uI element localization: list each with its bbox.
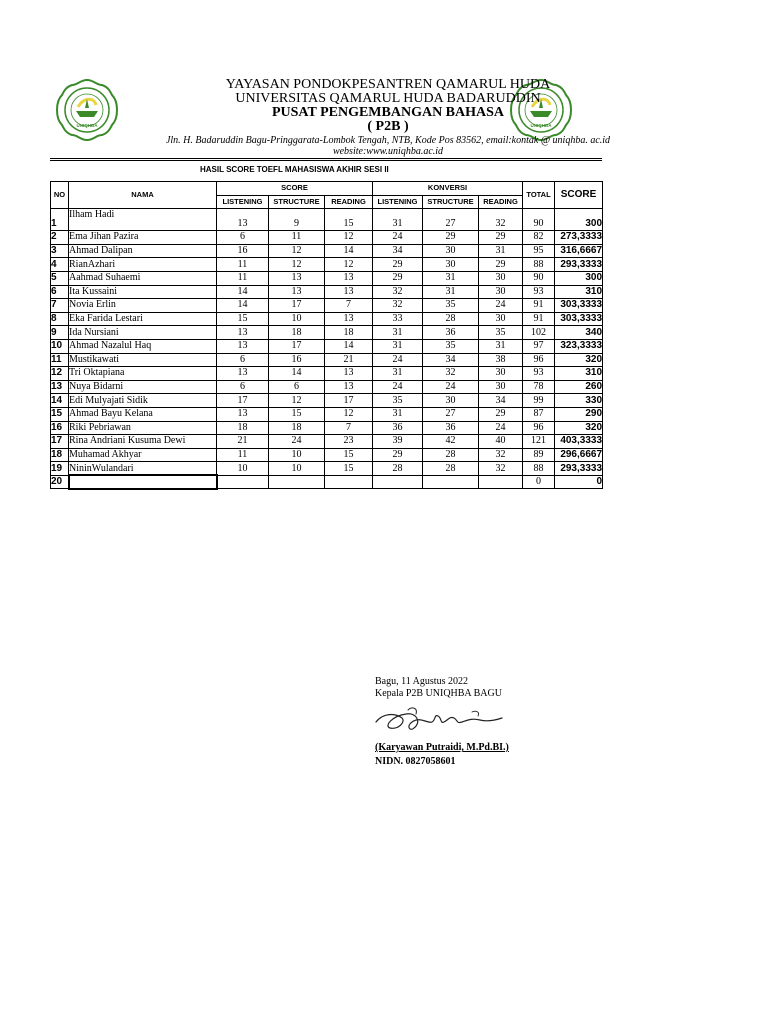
row-structure: 10 bbox=[269, 448, 325, 462]
row-konversi-reading: 30 bbox=[479, 271, 523, 285]
row-konversi-structure: 35 bbox=[423, 299, 479, 313]
row-reading: 15 bbox=[325, 209, 373, 231]
row-konversi-reading: 30 bbox=[479, 380, 523, 394]
row-konversi-listening: 24 bbox=[373, 353, 423, 367]
row-score: 303,3333 bbox=[555, 312, 603, 326]
row-konversi-listening bbox=[373, 475, 423, 489]
row-score: 300 bbox=[555, 209, 603, 231]
table-row bbox=[51, 435, 603, 449]
row-score: 293,3333 bbox=[555, 258, 603, 272]
row-no: 13 bbox=[51, 380, 69, 394]
row-listening: 10 bbox=[217, 462, 269, 476]
row-name: Ida Nursiani bbox=[69, 326, 217, 340]
row-structure: 11 bbox=[269, 231, 325, 245]
row-reading: 12 bbox=[325, 231, 373, 245]
table-row bbox=[51, 299, 603, 313]
row-konversi-reading: 35 bbox=[479, 326, 523, 340]
row-structure: 24 bbox=[269, 435, 325, 449]
row-name: Edi Mulyajati Sidik bbox=[69, 394, 217, 408]
row-score: 330 bbox=[555, 394, 603, 408]
row-structure: 15 bbox=[269, 407, 325, 421]
row-konversi-reading: 24 bbox=[479, 299, 523, 313]
row-reading: 17 bbox=[325, 394, 373, 408]
row-total: 93 bbox=[523, 367, 555, 381]
row-total: 82 bbox=[523, 231, 555, 245]
table-row bbox=[51, 380, 603, 394]
row-no: 4 bbox=[51, 258, 69, 272]
row-no: 3 bbox=[51, 244, 69, 258]
row-structure: 12 bbox=[269, 394, 325, 408]
row-name: Tri Oktapiana bbox=[69, 367, 217, 381]
document-title: HASIL SCORE TOEFL MAHASISWA AKHIR SESI II bbox=[200, 165, 389, 174]
row-konversi-listening: 31 bbox=[373, 209, 423, 231]
table-row bbox=[51, 285, 603, 299]
row-reading: 13 bbox=[325, 312, 373, 326]
logo-left-text: UNIQHBA bbox=[76, 123, 98, 128]
row-score: 320 bbox=[555, 421, 603, 435]
row-score: 316,6667 bbox=[555, 244, 603, 258]
table-row bbox=[51, 394, 603, 408]
row-konversi-listening: 32 bbox=[373, 299, 423, 313]
row-no: 1 bbox=[51, 209, 69, 231]
row-structure: 17 bbox=[269, 299, 325, 313]
row-no: 15 bbox=[51, 407, 69, 421]
row-reading: 14 bbox=[325, 339, 373, 353]
row-konversi-listening: 39 bbox=[373, 435, 423, 449]
row-listening: 13 bbox=[217, 326, 269, 340]
header-score: SCORE bbox=[555, 182, 603, 209]
row-konversi-structure bbox=[423, 475, 479, 489]
row-listening: 13 bbox=[217, 339, 269, 353]
row-no: 17 bbox=[51, 435, 69, 449]
row-name: Eka Farida Lestari bbox=[69, 312, 217, 326]
row-total: 87 bbox=[523, 407, 555, 421]
row-no: 11 bbox=[51, 353, 69, 367]
row-konversi-reading: 24 bbox=[479, 421, 523, 435]
row-konversi-reading: 40 bbox=[479, 435, 523, 449]
row-konversi-structure: 28 bbox=[423, 448, 479, 462]
signature-place-date: Bagu, 11 Agustus 2022 bbox=[375, 676, 468, 687]
row-konversi-listening: 24 bbox=[373, 231, 423, 245]
row-listening: 18 bbox=[217, 421, 269, 435]
row-konversi-reading: 29 bbox=[479, 231, 523, 245]
row-konversi-reading: 31 bbox=[479, 244, 523, 258]
table-row bbox=[51, 326, 603, 340]
header-divider-bottom bbox=[50, 160, 602, 161]
row-konversi-reading: 38 bbox=[479, 353, 523, 367]
header-score-listening: LISTENING bbox=[217, 195, 269, 209]
row-konversi-reading: 29 bbox=[479, 407, 523, 421]
row-structure: 12 bbox=[269, 258, 325, 272]
row-name: Ita Kussaini bbox=[69, 285, 217, 299]
row-structure: 18 bbox=[269, 421, 325, 435]
row-konversi-listening: 28 bbox=[373, 462, 423, 476]
row-konversi-listening: 31 bbox=[373, 367, 423, 381]
row-no: 14 bbox=[51, 394, 69, 408]
row-score: 323,3333 bbox=[555, 339, 603, 353]
row-konversi-reading: 34 bbox=[479, 394, 523, 408]
org-name-line4: ( P2B ) bbox=[367, 119, 409, 134]
row-no: 12 bbox=[51, 367, 69, 381]
row-konversi-structure: 31 bbox=[423, 271, 479, 285]
row-total: 91 bbox=[523, 312, 555, 326]
header-no: NO bbox=[51, 182, 69, 209]
row-structure: 10 bbox=[269, 312, 325, 326]
org-address: Jln. H. Badaruddin Bagu-Pringgarata-Lombok Tengah, NTB, Kode Pos 83562, email:kontak @ uniqhba. ac.id bbox=[165, 135, 611, 146]
row-total: 121 bbox=[523, 435, 555, 449]
row-reading: 7 bbox=[325, 421, 373, 435]
row-konversi-structure: 27 bbox=[423, 407, 479, 421]
row-reading: 15 bbox=[325, 462, 373, 476]
table-row bbox=[51, 353, 603, 367]
row-score: 293,3333 bbox=[555, 462, 603, 476]
row-listening: 13 bbox=[217, 209, 269, 231]
row-no: 2 bbox=[51, 231, 69, 245]
row-reading: 13 bbox=[325, 271, 373, 285]
row-listening: 6 bbox=[217, 231, 269, 245]
row-structure: 14 bbox=[269, 367, 325, 381]
row-konversi-listening: 31 bbox=[373, 326, 423, 340]
row-total: 0 bbox=[523, 475, 555, 489]
header-nama: NAMA bbox=[69, 182, 217, 209]
row-name: Riki Pebriawan bbox=[69, 421, 217, 435]
row-konversi-structure: 36 bbox=[423, 326, 479, 340]
table-row bbox=[51, 475, 603, 489]
row-no: 10 bbox=[51, 339, 69, 353]
row-total: 95 bbox=[523, 244, 555, 258]
row-structure: 18 bbox=[269, 326, 325, 340]
row-score: 290 bbox=[555, 407, 603, 421]
row-score: 320 bbox=[555, 353, 603, 367]
row-listening: 11 bbox=[217, 448, 269, 462]
row-konversi-structure: 28 bbox=[423, 312, 479, 326]
row-listening: 16 bbox=[217, 244, 269, 258]
row-name: Ilham Hadi bbox=[69, 209, 217, 231]
row-konversi-listening: 35 bbox=[373, 394, 423, 408]
header-score-structure: STRUCTURE bbox=[269, 195, 325, 209]
row-score: 303,3333 bbox=[555, 299, 603, 313]
row-reading: 7 bbox=[325, 299, 373, 313]
score-table-body bbox=[51, 209, 603, 489]
row-no: 9 bbox=[51, 326, 69, 340]
row-konversi-structure: 27 bbox=[423, 209, 479, 231]
table-row bbox=[51, 462, 603, 476]
row-konversi-structure: 24 bbox=[423, 380, 479, 394]
row-listening: 13 bbox=[217, 367, 269, 381]
table-row bbox=[51, 339, 603, 353]
row-listening: 6 bbox=[217, 353, 269, 367]
row-structure: 9 bbox=[269, 209, 325, 231]
row-listening: 14 bbox=[217, 285, 269, 299]
row-structure: 16 bbox=[269, 353, 325, 367]
row-konversi-reading: 31 bbox=[479, 339, 523, 353]
row-konversi-structure: 28 bbox=[423, 462, 479, 476]
signatory-nidn: NIDN. 0827058601 bbox=[375, 756, 456, 767]
org-name-line3: PUSAT PENGEMBANGAN BAHASA bbox=[271, 105, 505, 120]
row-score: 296,6667 bbox=[555, 448, 603, 462]
header-total: TOTAL bbox=[523, 182, 555, 209]
row-no: 19 bbox=[51, 462, 69, 476]
row-reading: 14 bbox=[325, 244, 373, 258]
row-konversi-listening: 36 bbox=[373, 421, 423, 435]
row-reading: 15 bbox=[325, 448, 373, 462]
row-total: 96 bbox=[523, 421, 555, 435]
row-konversi-listening: 31 bbox=[373, 407, 423, 421]
org-name-line1: YAYASAN PONDOKPESANTREN QAMARUL HUDA bbox=[225, 77, 551, 92]
row-konversi-reading: 30 bbox=[479, 367, 523, 381]
row-no: 20 bbox=[51, 475, 69, 489]
row-score: 310 bbox=[555, 367, 603, 381]
row-konversi-structure: 34 bbox=[423, 353, 479, 367]
row-reading: 12 bbox=[325, 258, 373, 272]
row-no: 5 bbox=[51, 271, 69, 285]
row-total: 97 bbox=[523, 339, 555, 353]
row-konversi-listening: 32 bbox=[373, 285, 423, 299]
row-score: 260 bbox=[555, 380, 603, 394]
row-score: 310 bbox=[555, 285, 603, 299]
row-name: Ahmad Nazalul Haq bbox=[69, 339, 217, 353]
row-total: 91 bbox=[523, 299, 555, 313]
header-score-group: SCORE bbox=[217, 182, 373, 196]
table-row bbox=[51, 312, 603, 326]
row-konversi-structure: 36 bbox=[423, 421, 479, 435]
row-structure: 10 bbox=[269, 462, 325, 476]
header-konversi-structure: STRUCTURE bbox=[423, 195, 479, 209]
row-reading: 13 bbox=[325, 367, 373, 381]
row-no: 16 bbox=[51, 421, 69, 435]
row-score: 340 bbox=[555, 326, 603, 340]
row-konversi-structure: 30 bbox=[423, 394, 479, 408]
row-reading: 18 bbox=[325, 326, 373, 340]
table-row bbox=[51, 258, 603, 272]
row-name: Rina Andriani Kusuma Dewi bbox=[69, 435, 217, 449]
row-name: Muhamad Akhyar bbox=[69, 448, 217, 462]
row-listening: 14 bbox=[217, 299, 269, 313]
header-konversi-group: KONVERSI bbox=[373, 182, 523, 196]
header-divider-top bbox=[50, 158, 602, 159]
row-reading bbox=[325, 475, 373, 489]
row-listening: 15 bbox=[217, 312, 269, 326]
row-score: 0 bbox=[555, 475, 603, 489]
row-score: 300 bbox=[555, 271, 603, 285]
row-name: RianAzhari bbox=[69, 258, 217, 272]
row-name: NininWulandari bbox=[69, 462, 217, 476]
table-row bbox=[51, 231, 603, 245]
row-listening bbox=[217, 475, 269, 489]
row-konversi-reading: 32 bbox=[479, 448, 523, 462]
signature-role: Kepala P2B UNIQHBA BAGU bbox=[375, 688, 502, 699]
row-structure: 13 bbox=[269, 271, 325, 285]
row-total: 78 bbox=[523, 380, 555, 394]
table-row bbox=[51, 448, 603, 462]
row-reading: 23 bbox=[325, 435, 373, 449]
row-konversi-reading: 30 bbox=[479, 285, 523, 299]
row-konversi-reading: 32 bbox=[479, 209, 523, 231]
row-structure: 6 bbox=[269, 380, 325, 394]
row-structure: 12 bbox=[269, 244, 325, 258]
row-listening: 6 bbox=[217, 380, 269, 394]
row-score: 273,3333 bbox=[555, 231, 603, 245]
header-score-reading: READING bbox=[325, 195, 373, 209]
row-konversi-structure: 35 bbox=[423, 339, 479, 353]
table-row bbox=[51, 271, 603, 285]
score-table bbox=[50, 181, 603, 489]
row-konversi-reading: 30 bbox=[479, 312, 523, 326]
row-no: 8 bbox=[51, 312, 69, 326]
row-konversi-structure: 30 bbox=[423, 258, 479, 272]
row-structure: 13 bbox=[269, 285, 325, 299]
row-score: 403,3333 bbox=[555, 435, 603, 449]
row-structure bbox=[269, 475, 325, 489]
row-konversi-listening: 31 bbox=[373, 339, 423, 353]
table-row bbox=[51, 367, 603, 381]
row-listening: 11 bbox=[217, 258, 269, 272]
row-reading: 21 bbox=[325, 353, 373, 367]
row-konversi-listening: 29 bbox=[373, 271, 423, 285]
handwritten-signature bbox=[372, 700, 512, 740]
row-name: Novia Erlin bbox=[69, 299, 217, 313]
row-konversi-listening: 29 bbox=[373, 448, 423, 462]
row-konversi-reading bbox=[479, 475, 523, 489]
row-structure: 17 bbox=[269, 339, 325, 353]
row-no: 6 bbox=[51, 285, 69, 299]
row-name: Ema Jihan Pazira bbox=[69, 231, 217, 245]
signatory-name: (Karyawan Putraidi, M.Pd.BI.) bbox=[375, 742, 509, 753]
row-listening: 11 bbox=[217, 271, 269, 285]
row-listening: 13 bbox=[217, 407, 269, 421]
row-total: 88 bbox=[523, 462, 555, 476]
row-name: Aahmad Suhaemi bbox=[69, 271, 217, 285]
row-reading: 13 bbox=[325, 380, 373, 394]
logo-right-text: UNIQHBA bbox=[530, 123, 552, 128]
row-no: 7 bbox=[51, 299, 69, 313]
row-total: 93 bbox=[523, 285, 555, 299]
row-name-selected-cell[interactable] bbox=[69, 475, 217, 489]
header-konversi-listening: LISTENING bbox=[373, 195, 423, 209]
row-total: 89 bbox=[523, 448, 555, 462]
row-konversi-listening: 33 bbox=[373, 312, 423, 326]
org-name-line2: UNIVERSITAS QAMARUL HUDA BADARUDDIN bbox=[235, 91, 541, 106]
row-total: 90 bbox=[523, 209, 555, 231]
row-konversi-structure: 29 bbox=[423, 231, 479, 245]
table-row bbox=[51, 407, 603, 421]
row-total: 102 bbox=[523, 326, 555, 340]
row-listening: 17 bbox=[217, 394, 269, 408]
row-konversi-listening: 29 bbox=[373, 258, 423, 272]
row-reading: 13 bbox=[325, 285, 373, 299]
row-konversi-listening: 34 bbox=[373, 244, 423, 258]
row-reading: 12 bbox=[325, 407, 373, 421]
table-row bbox=[51, 244, 603, 258]
header-konversi-reading: READING bbox=[479, 195, 523, 209]
row-listening: 21 bbox=[217, 435, 269, 449]
table-row bbox=[51, 209, 603, 231]
row-konversi-reading: 32 bbox=[479, 462, 523, 476]
table-row bbox=[51, 421, 603, 435]
row-name: Ahmad Dalipan bbox=[69, 244, 217, 258]
row-konversi-listening: 24 bbox=[373, 380, 423, 394]
row-total: 99 bbox=[523, 394, 555, 408]
row-name: Mustikawati bbox=[69, 353, 217, 367]
row-name: Nuya Bidarni bbox=[69, 380, 217, 394]
row-no: 18 bbox=[51, 448, 69, 462]
org-website: website:www.uniqhba.ac.id bbox=[332, 146, 444, 157]
row-name: Ahmad Bayu Kelana bbox=[69, 407, 217, 421]
row-konversi-structure: 31 bbox=[423, 285, 479, 299]
row-total: 90 bbox=[523, 271, 555, 285]
row-konversi-reading: 29 bbox=[479, 258, 523, 272]
row-konversi-structure: 30 bbox=[423, 244, 479, 258]
row-total: 96 bbox=[523, 353, 555, 367]
row-total: 88 bbox=[523, 258, 555, 272]
row-konversi-structure: 32 bbox=[423, 367, 479, 381]
row-konversi-structure: 42 bbox=[423, 435, 479, 449]
